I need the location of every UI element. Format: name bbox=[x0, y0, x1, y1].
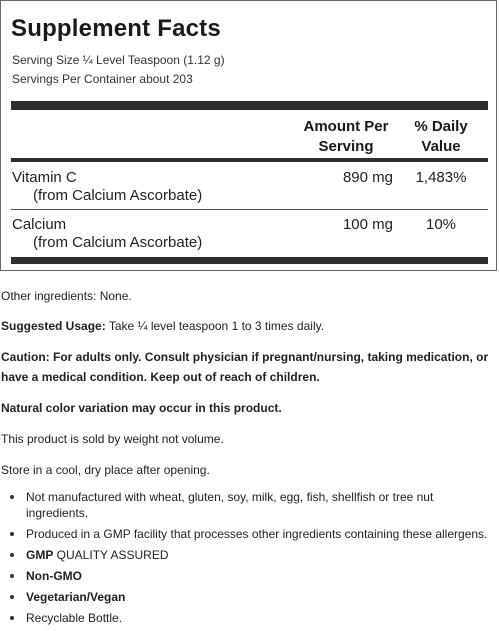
caution-line1: Caution: For adults only. Consult physician if pregnant/nursing, taking medication, or bbox=[1, 350, 489, 364]
thick-divider-top bbox=[11, 101, 488, 110]
non-gmo-text: Non-GMO bbox=[26, 569, 82, 583]
vegetarian-text: Vegetarian/Vegan bbox=[26, 590, 126, 604]
nutrient-amount: 100 mg bbox=[342, 216, 393, 233]
product-claims-list bbox=[0, 489, 499, 631]
list-item bbox=[0, 489, 499, 521]
daily-value-header bbox=[405, 117, 477, 157]
serving-size: Serving Size ¼ Level Teaspoon (1.12 g) bbox=[12, 53, 225, 67]
other-ingredients: Other ingredients: None. bbox=[1, 289, 132, 303]
recyclable-text: Recyclable Bottle. bbox=[26, 611, 123, 625]
nutrient-source: (from Calcium Ascorbate) bbox=[33, 187, 203, 204]
amount-header-line1: Amount Per bbox=[303, 118, 389, 135]
nutrient-daily-value: 1,483% bbox=[415, 169, 467, 186]
nutrient-amount: 890 mg bbox=[342, 169, 393, 186]
dv-header-line2: Value bbox=[421, 138, 461, 155]
allergen-line2: ingredients. bbox=[26, 506, 89, 520]
bullet-icon bbox=[10, 495, 14, 499]
nutrient-source: (from Calcium Ascorbate) bbox=[33, 234, 203, 251]
caution-line2: have a medical condition. Keep out of reach of children. bbox=[1, 370, 320, 384]
list-item bbox=[0, 547, 499, 563]
suggested-usage-text: Take ¼ level teaspoon 1 to 3 times daily. bbox=[105, 319, 325, 333]
gmp-quality-text: QUALITY ASSURED bbox=[53, 548, 169, 562]
suggested-usage-label: Suggested Usage: bbox=[1, 319, 106, 333]
bullet-icon bbox=[10, 574, 14, 578]
list-item bbox=[0, 568, 499, 584]
nutrient-name: Calcium bbox=[12, 216, 67, 233]
allergen-line1: Not manufactured with wheat, gluten, soy, milk, egg, fish, shellfish or tree nut bbox=[26, 490, 434, 504]
dv-header-line1: % Daily bbox=[414, 118, 468, 135]
nutrient-name: Vitamin C bbox=[12, 169, 77, 186]
amount-header-line2: Serving bbox=[318, 138, 374, 155]
nutrient-daily-value: 10% bbox=[425, 216, 457, 233]
list-item bbox=[0, 610, 499, 626]
bullet-icon bbox=[10, 616, 14, 620]
supplement-facts-panel bbox=[0, 0, 497, 271]
list-item bbox=[0, 589, 499, 605]
gmp-facility-text: Produced in a GMP facility that processes other ingredients containing these allergens. bbox=[26, 527, 488, 541]
list-item bbox=[0, 526, 499, 542]
sold-by-weight-note: This product is sold by weight not volume. bbox=[1, 432, 224, 446]
thick-divider-bottom bbox=[11, 257, 488, 264]
medium-divider bbox=[11, 158, 488, 162]
bullet-icon bbox=[10, 553, 14, 557]
bullet-icon bbox=[10, 595, 14, 599]
caution-warning bbox=[1, 347, 495, 387]
servings-per-container: Servings Per Container about 203 bbox=[12, 72, 193, 86]
amount-per-serving-header bbox=[298, 117, 394, 157]
color-variation-note: Natural color variation may occur in this product. bbox=[1, 401, 282, 415]
supplement-facts-title: Supplement Facts bbox=[11, 15, 221, 42]
gmp-bold-text: GMP bbox=[26, 548, 54, 562]
storage-instructions: Store in a cool, dry place after opening. bbox=[1, 463, 210, 477]
bullet-icon bbox=[10, 532, 14, 536]
suggested-usage bbox=[1, 316, 495, 336]
row-divider bbox=[11, 209, 488, 210]
